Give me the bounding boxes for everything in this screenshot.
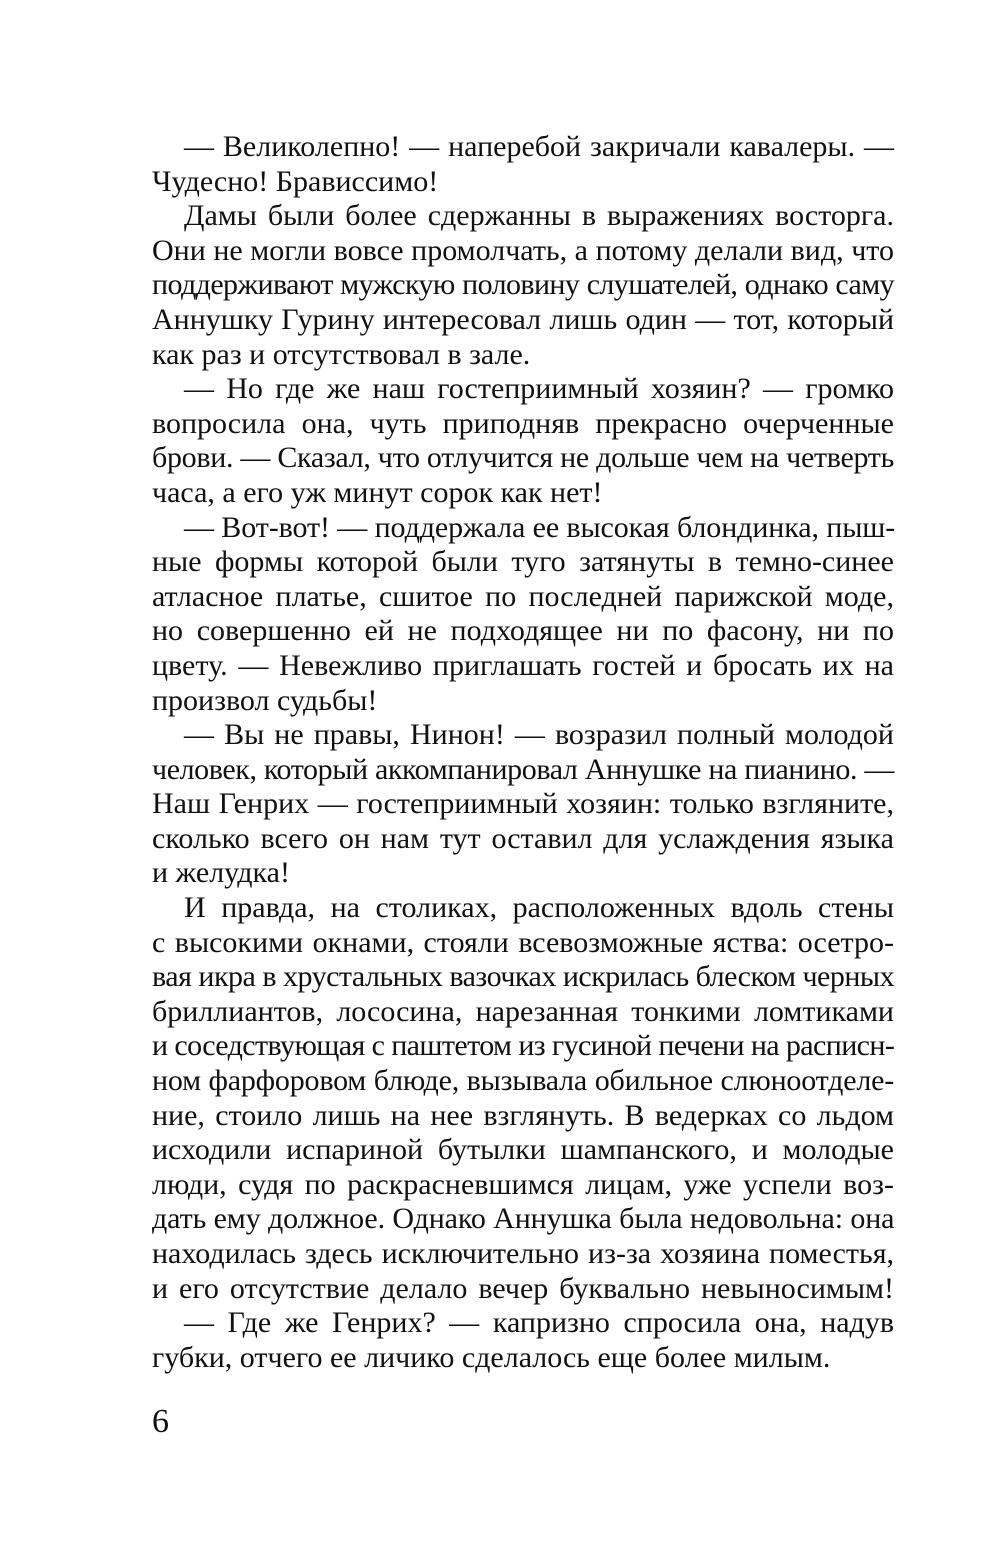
text-line: — Великолепно! — наперебой закричали кавалеры. — — [184, 130, 894, 163]
text-line: человек, который аккомпанировал Аннушке на пианино. — — [152, 752, 894, 786]
text-line: — Вы не правы, Нинон! — возразил полный молодой — [184, 718, 894, 752]
text-line: Наш Генрих — гостеприимный хозяин: только взгляните, — [152, 787, 894, 821]
text-line: брови. — Сказал, что отлучится не дольше чем на четверть — [152, 441, 894, 475]
text-line: поддерживают мужскую половину слушателей, однако саму — [152, 268, 894, 302]
text-line: как раз и отсутствовал в зале. — [152, 337, 531, 371]
text-line: произвол судьбы! — [152, 683, 378, 717]
text-line: и желудка! — [152, 856, 290, 890]
text-line: Дамы были более сдержанны в выражениях восторга. — [184, 199, 894, 233]
text-line: бриллиантов, лососина, нарезанная тонкими ломтиками — [152, 994, 894, 1028]
page-number: 6 — [152, 1403, 169, 1440]
text-line: находилась здесь исключительно из-за хозяина поместья, — [152, 1237, 894, 1270]
text-line: часа, а его уж минут сорок как нет! — [152, 475, 603, 509]
text-line: губки, отчего ее личико сделалось еще более милым. — [152, 1340, 831, 1374]
text-line: И правда, на столиках, расположенных вдоль стены — [184, 891, 894, 925]
text-line: — Вот-вот! — поддержала ее высокая блондинка, пыш- — [184, 510, 896, 544]
text-line: ном фарфоровом блюде, вызывала обильное слюноотделе- — [152, 1064, 894, 1098]
text-line: исходили испариной бутылки шампанского, и молодые — [152, 1133, 894, 1167]
text-line: люди, судя по раскрасневшимся лицам, уже успели воз- — [152, 1167, 894, 1201]
text-line: ные формы которой были туго затянуты в темно-синее — [152, 545, 894, 579]
text-line: Они не могли вовсе промолчать, а потому делали вид, что — [152, 233, 894, 267]
text-line: цвету. — Невежливо приглашать гостей и бросать их на — [152, 648, 894, 682]
text-line: вопросила она, чуть приподняв прекрасно очерченные — [152, 406, 894, 440]
text-line: вая икра в хрустальных вазочках искрилась блеском черных — [152, 960, 895, 994]
text-line: сколько всего он нам тут оставил для услаждения языка — [152, 821, 894, 855]
text-line: с высокими окнами, стояли всевозможные яства: осетро- — [152, 925, 894, 959]
text-line: и соседствующая с паштетом из гусиной печени на расписн- — [152, 1029, 895, 1063]
text-line: Аннушку Гурину интересовал лишь один — тот, который — [152, 302, 894, 336]
text-line: — Но где же наш гостеприимный хозяин? — громко — [184, 372, 894, 406]
body-text — [152, 130, 894, 1375]
text-line: ние, стоило лишь на нее взглянуть. В ведерках со льдом — [152, 1098, 894, 1132]
text-line: атласное платье, сшитое по последней парижской моде, — [152, 579, 894, 613]
text-line: и его отсутствие делало вечер буквально невыносимым! — [152, 1271, 894, 1305]
text-line: дать ему должное. Однако Аннушка была недовольна: она — [152, 1202, 895, 1236]
text-line: Чудесно! Брависсимо! — [152, 164, 439, 198]
text-line: — Где же Генрих? — капризно спросила она, надув — [184, 1306, 894, 1340]
text-line: но совершенно ей не подходящее ни по фасону, ни по — [152, 614, 894, 648]
